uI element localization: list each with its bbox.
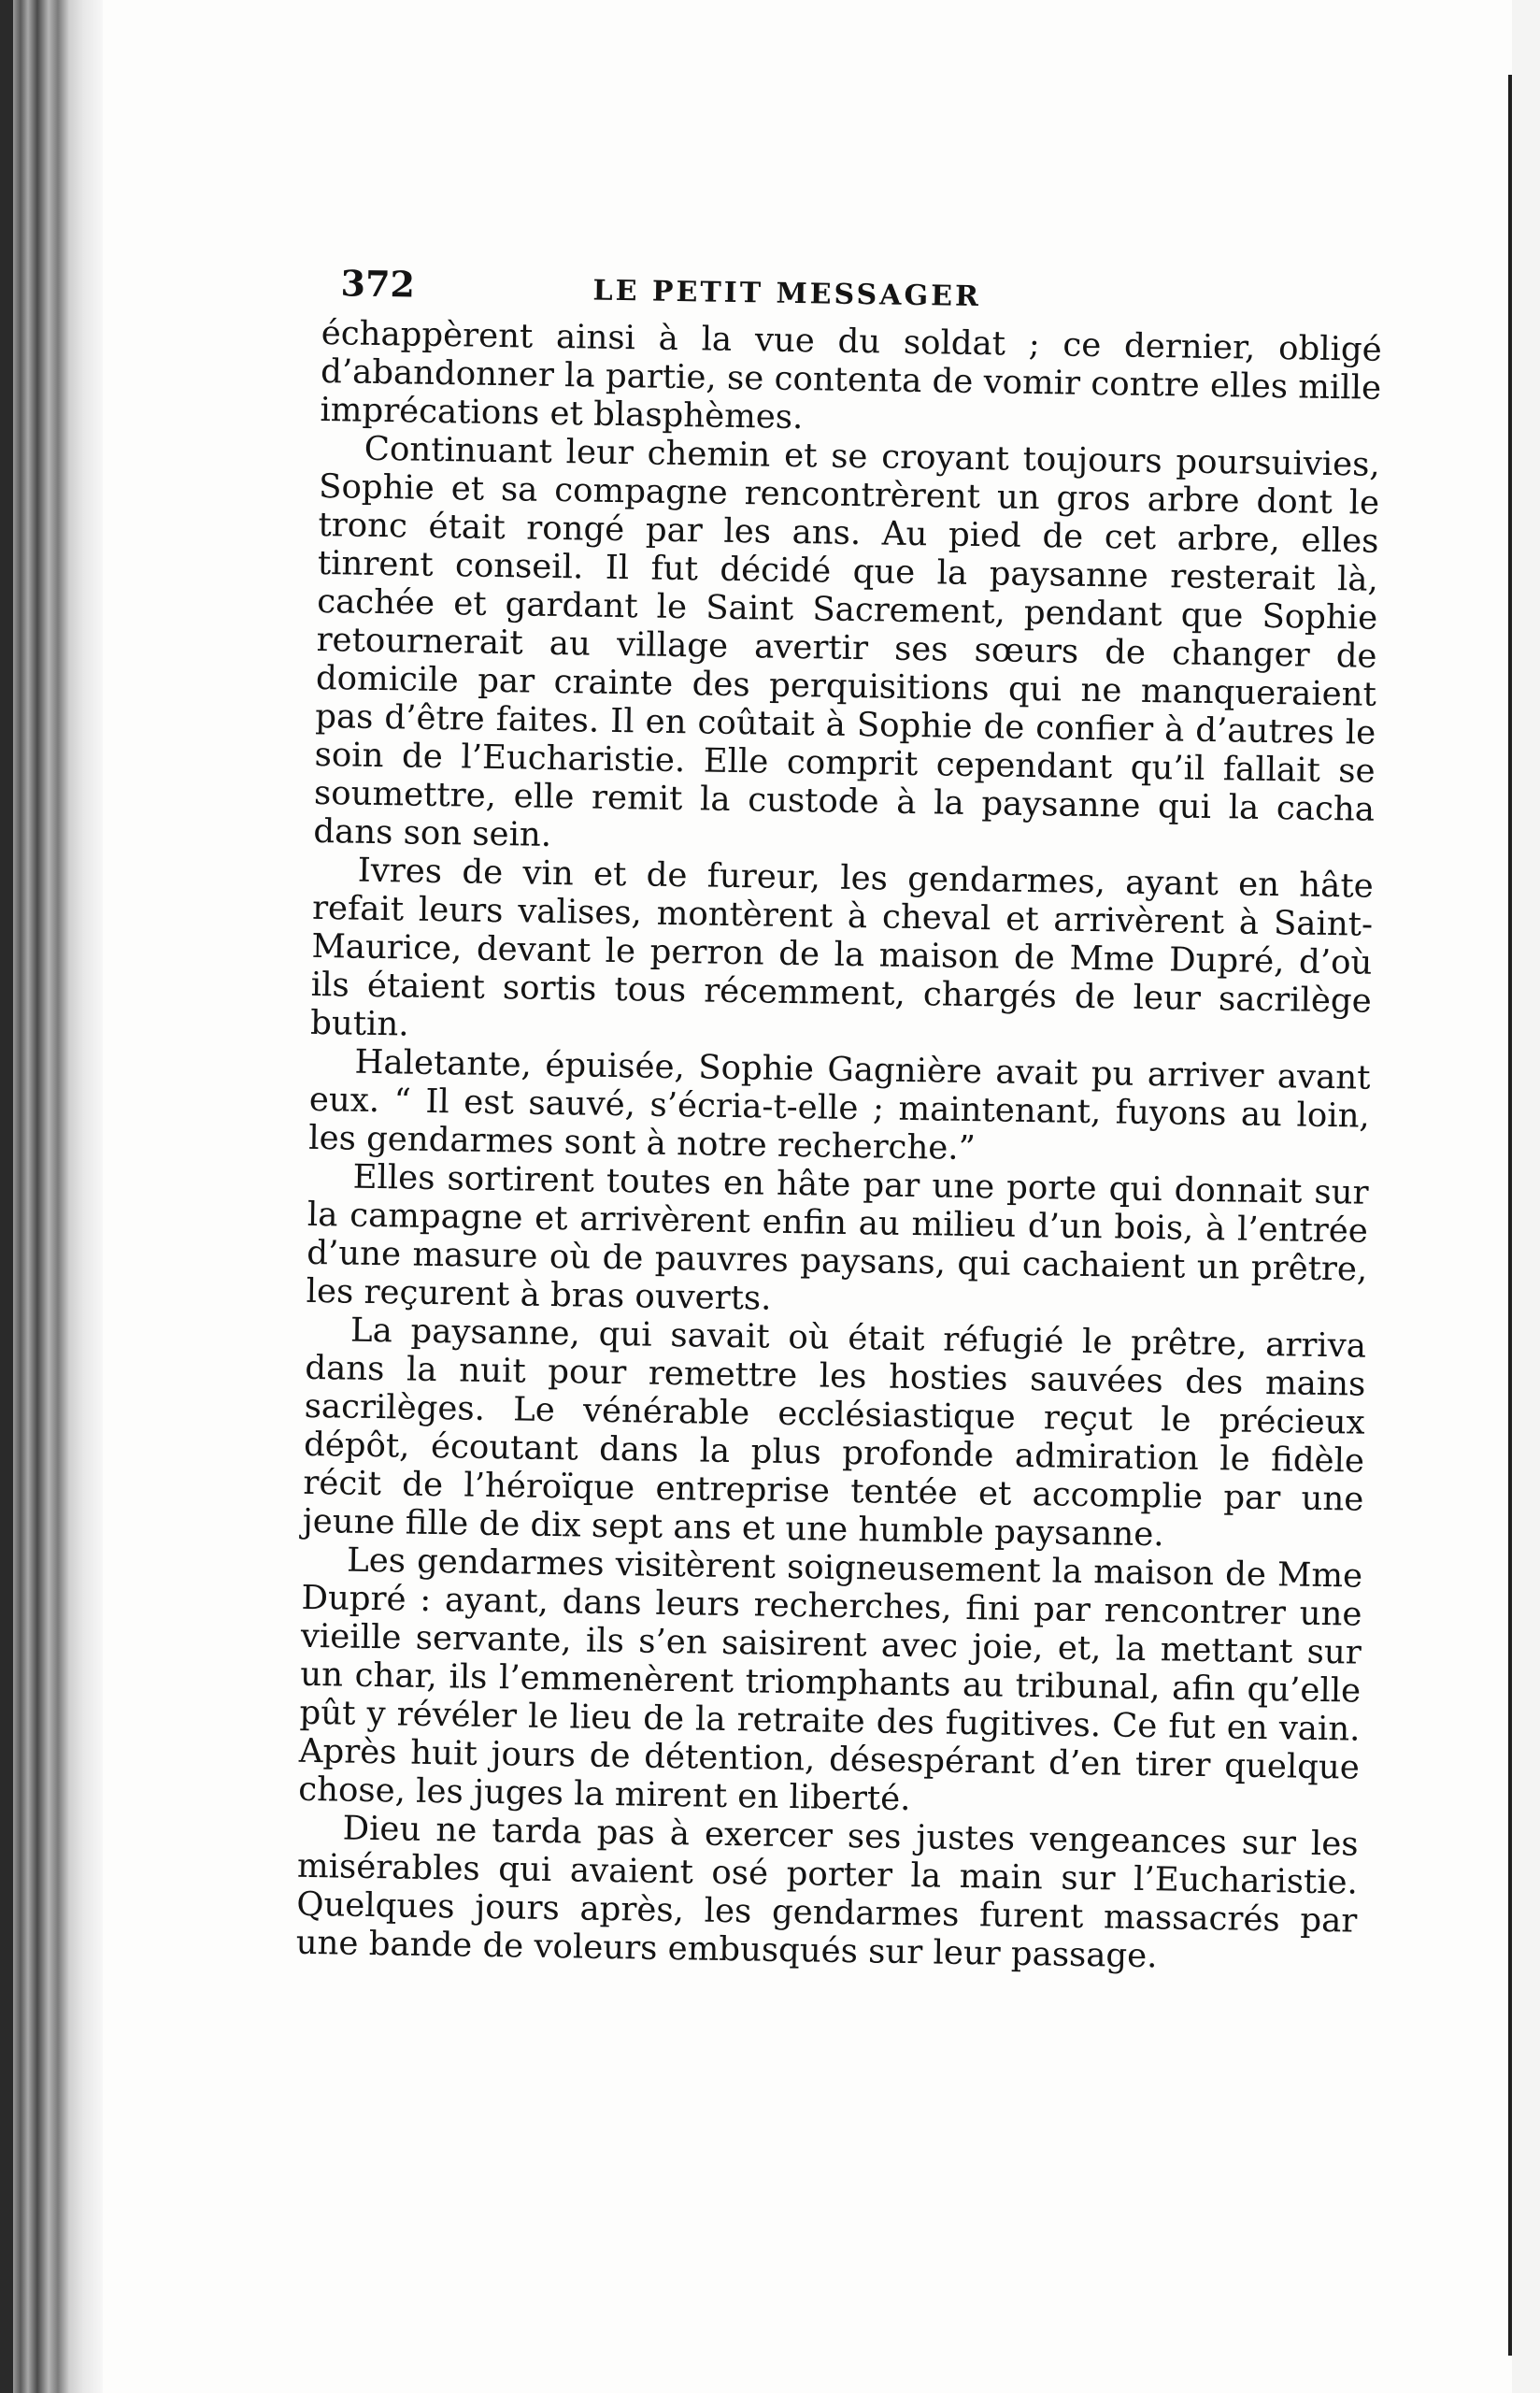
paragraph: Haletante, épuisée, Sophie Gagnière avait pu arriver avant eux. “ Il est sauvé, s’écria-t-elle ; maintenant, fuyons au loin, les gendarmes sont à notre recherche.” [307, 1042, 1371, 1168]
paragraph: Ivres de vin et de fureur, les gendarmes, ayant en hâte refait leurs valises, montèrent à cheval et arrivèrent à Saint-Maurice, devant le perron de la maison de Mme Dupré, d’où ils étaient sortis tous récemment, chargés de leur sacrilège butin. [309, 851, 1374, 1044]
paragraph: Les gendarmes visitèrent soigneusement la maison de Mme Dupré : ayant, dans leurs recherches, fini par rencontrer une vieille servante, ils s’en saisirent avec joie, et, la mettant sur un char, ils l’emmenèrent triomphants au tribunal, afin qu’elle pût y révéler le lieu de la retraite des fugitives. Ce fut en vain. Après huit jours de détention, désespérant d’en tirer quelque chose, les juges la mirent en liberté. [298, 1540, 1363, 1819]
book-spine-edge [0, 0, 103, 2393]
running-head [340, 262, 1383, 325]
page-right-edge [1508, 75, 1512, 2356]
body-text [295, 314, 1382, 1979]
paragraph: Continuant leur chemin et se croyant toujours poursuivies, Sophie et sa compagne rencontrèrent un gros arbre dont le tronc était rongé par les ans. Au pied de cet arbre, elles tinrent conseil. Il fut décidé que la paysanne resterait là, cachée et gardant le Saint Sacrement, pendant que Sophie retournerait au village avertir ses sœurs de changer de domicile par crainte des perquisitions qui ne manqueraient pas d’être faites. Il en coûtait à Sophie de confier à d’autres le soin de l’Eucharistie. Elle comprit cependant qu’il fallait se soumettre, elle remit la custode à la paysanne qui la cacha dans son sein. [313, 429, 1381, 854]
paragraph: Elles sortirent toutes en hâte par une porte qui donnait sur la campagne et arrivèrent enfin au milieu d’un bois, à l’entrée d’une masure où de pauvres paysans, qui cachaient un prêtre, les reçurent à bras ouverts. [306, 1157, 1369, 1318]
page-number: 372 [340, 262, 416, 306]
right-margin [1512, 0, 1540, 2393]
paragraph: Dieu ne tarda pas à exercer ses justes vengeances sur les misérables qui avaient osé porter la main sur l’Eucharistie. Quelques jours après, les gendarmes furent massacrés par une bande de voleurs embusqués sur leur passage. [295, 1809, 1359, 1976]
paragraph: échappèrent ainsi à la vue du soldat ; ce dernier, obligé d’abandonner la partie, se contenta de vomir contre elles mille imprécations et blasphèmes. [320, 313, 1382, 437]
running-title: LE PETIT MESSAGER [592, 274, 982, 314]
book-spine-shadow [0, 0, 13, 2393]
paragraph: La paysanne, qui savait où était réfugié le prêtre, arriva dans la nuit pour remettre les hosties sauvées des mains sacrilèges. Le vénérable ecclésiastique reçut le précieux dépôt, écoutant dans la plus profonde admiration le fidèle récit de l’héroïque entreprise tentée et accomplie par une jeune fille de dix sept ans et une humble paysanne. [302, 1311, 1367, 1555]
page-content [295, 262, 1382, 1979]
